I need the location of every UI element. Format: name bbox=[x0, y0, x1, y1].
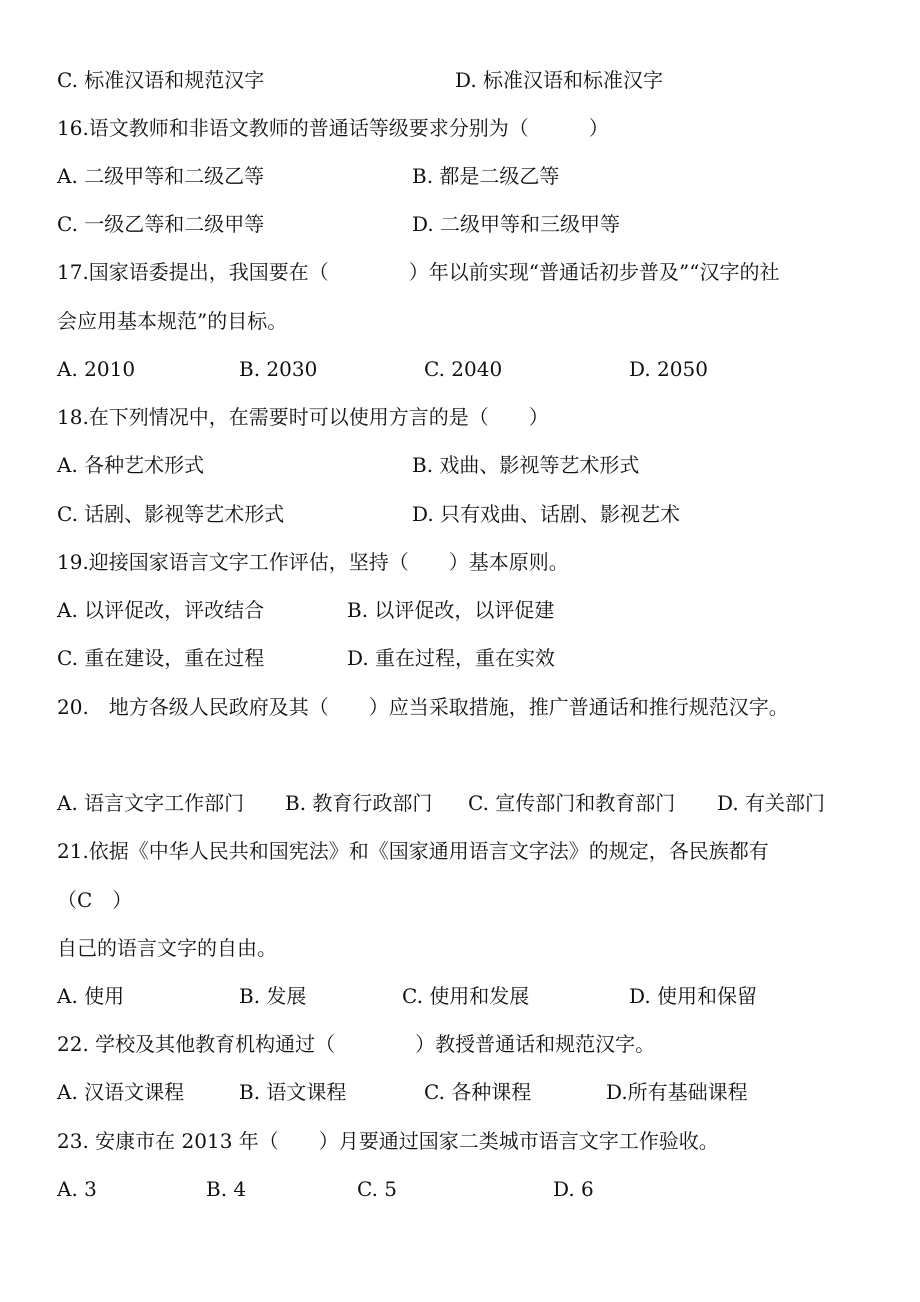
q20-stem: 20. 地方各级人民政府及其（ ）应当采取措施，推广普通话和推行规范汉字。 bbox=[57, 695, 789, 719]
q17-option-c: C. 2040 bbox=[424, 357, 503, 381]
q15-option-c: C. 标准汉语和规范汉字 bbox=[57, 68, 265, 92]
q21-option-b: B. 发展 bbox=[239, 984, 307, 1008]
q19-option-b: B. 以评促改，以评促建 bbox=[347, 598, 555, 622]
q16-stem: 16.语文教师和非语文教师的普通话等级要求分别为（ ） bbox=[57, 116, 609, 140]
q22-option-b: B. 语文课程 bbox=[239, 1080, 347, 1104]
q17-stem-line2: 会应用基本规范”的目标。 bbox=[57, 309, 288, 333]
q20-option-d: D. 有关部门 bbox=[717, 791, 826, 815]
q15-option-d: D. 标准汉语和标准汉字 bbox=[455, 68, 664, 92]
q19-stem: 19.迎接国家语言文字工作评估，坚持（ ）基本原则。 bbox=[57, 550, 569, 574]
q23-option-c: C. 5 bbox=[357, 1177, 398, 1201]
q17-option-d: D. 2050 bbox=[629, 357, 708, 381]
q18-option-a: A. 各种艺术形式 bbox=[57, 453, 205, 477]
q19-option-d: D. 重在过程，重在实效 bbox=[347, 646, 556, 670]
q23-option-a: A. 3 bbox=[57, 1177, 97, 1201]
q17-option-b: B. 2030 bbox=[239, 357, 318, 381]
q19-option-a: A. 以评促改，评改结合 bbox=[57, 598, 265, 622]
q18-stem: 18.在下列情况中，在需要时可以使用方言的是（ ） bbox=[57, 405, 549, 429]
q17-option-a: A. 2010 bbox=[57, 357, 136, 381]
q16-option-b: B. 都是二级乙等 bbox=[412, 164, 560, 188]
q21-option-a: A. 使用 bbox=[57, 984, 125, 1008]
q18-option-d: D. 只有戏曲、话剧、影视艺术 bbox=[412, 502, 681, 526]
q21-option-c: C. 使用和发展 bbox=[402, 984, 530, 1008]
q23-option-b: B. 4 bbox=[206, 1177, 247, 1201]
q16-option-c: C. 一级乙等和二级甲等 bbox=[57, 212, 265, 236]
q22-option-d: D.所有基础课程 bbox=[606, 1080, 748, 1104]
q20-option-a: A. 语言文字工作部门 bbox=[57, 791, 245, 815]
q22-option-a: A. 汉语文课程 bbox=[57, 1080, 185, 1104]
q21-stem-line2: （C ） bbox=[57, 888, 133, 912]
q21-stem-line3: 自己的语言文字的自由。 bbox=[57, 936, 277, 960]
q19-option-c: C. 重在建设，重在过程 bbox=[57, 646, 265, 670]
q20-option-c: C. 宣传部门和教育部门 bbox=[468, 791, 676, 815]
q16-option-a: A. 二级甲等和二级乙等 bbox=[57, 164, 265, 188]
q22-stem: 22. 学校及其他教育机构通过（ ）教授普通话和规范汉字。 bbox=[57, 1032, 656, 1056]
q21-stem-line1: 21.依据《中华人民共和国宪法》和《国家通用语言文字法》的规定，各民族都有 bbox=[57, 839, 769, 863]
q22-option-c: C. 各种课程 bbox=[424, 1080, 532, 1104]
q18-option-c: C. 话剧、影视等艺术形式 bbox=[57, 502, 285, 526]
q21-option-d: D. 使用和保留 bbox=[629, 984, 758, 1008]
q16-option-d: D. 二级甲等和三级甲等 bbox=[412, 212, 621, 236]
q23-stem: 23. 安康市在 2013 年（ ）月要通过国家二类城市语言文字工作验收。 bbox=[57, 1129, 719, 1153]
q18-option-b: B. 戏曲、影视等艺术形式 bbox=[412, 453, 640, 477]
q17-stem-line1: 17.国家语委提出，我国要在（ ）年以前实现“普通话初步普及”“汉字的社 bbox=[57, 260, 780, 284]
q23-option-d: D. 6 bbox=[553, 1177, 594, 1201]
q20-option-b: B. 教育行政部门 bbox=[285, 791, 433, 815]
